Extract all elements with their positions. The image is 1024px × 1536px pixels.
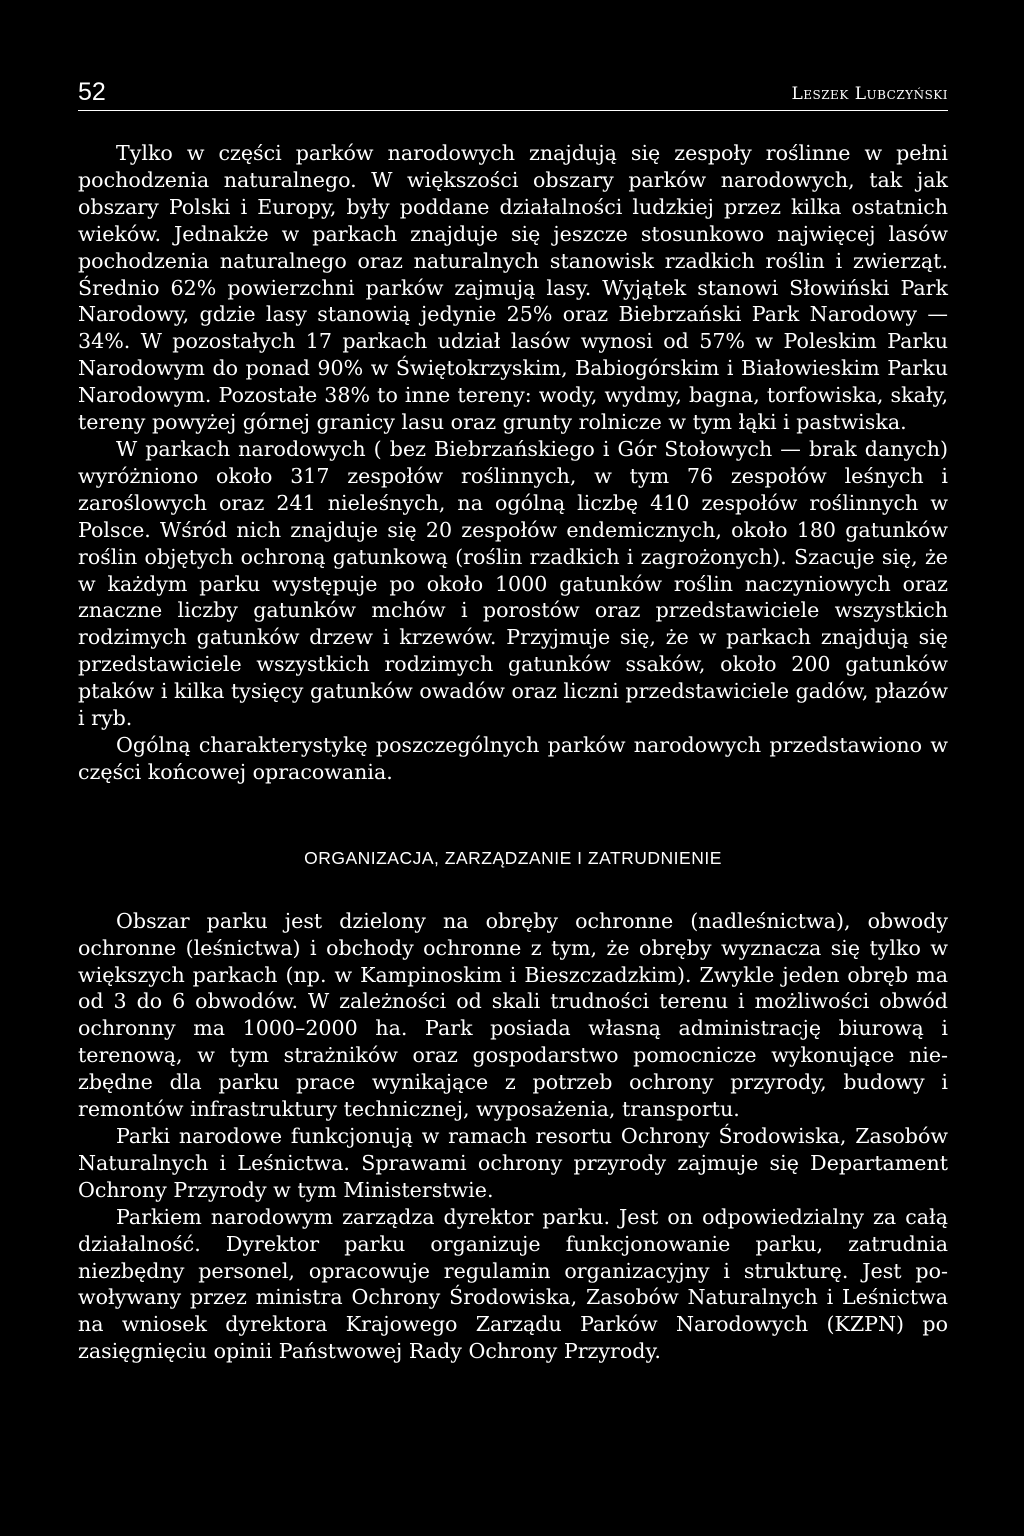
section-heading: ORGANIZACJA, ZARZĄDZANIE I ZATRUDNIENIE [304,847,722,868]
running-head-author: Leszek Lubczyński [791,84,948,104]
paragraph: Tylko w części parków narodowych znajdują się zespoły roślinne w pełni pochodzenia naturalnego. W większości obszary parków narodowych, tak jak obszary Polski i Europy, były poddane działalności ludzkiej przez kilka ostatnich wieków. Jednakże w parkach znajduje się jeszcze stosunkowo najwięcej lasów pochodzenia naturalnego oraz naturalnych stanowisk rzadkich roślin i zwierząt. Średnio 62% powierzchni parków zajmują lasy. Wyjątek stanowi Słowiński Park Narodowy, gdzie lasy stanowią jedynie 25% oraz Biebrzański Park Narodowy — 34%. W pozostałych 17 parkach udział lasów wynosi od 57% w Poleskim Parku Narodowym do ponad 90% w Świętokrzyskim, Babiogórskim i Białowieskim Parku Narodowym. Pozostałe 38% to inne tereny: wody, wydmy, bagna, torfowiska, skały, tereny powyżej górnej granicy lasu oraz grunty rolnicze w tym łąki i pastwiska. [78,141,948,435]
paragraph: Parki narodowe funkcjonują w ramach resortu Ochrony Środowiska, Zasobów Naturalnych i Leśnictwa. Sprawami ochrony przyrody zajmuje się Departament Ochrony Przyrody w tym Ministerstwie. [78,1124,948,1202]
page-header [78,74,948,111]
page-number: 52 [78,78,106,106]
page-body [78,140,948,1365]
paragraph: W parkach narodowych ( bez Biebrzańskiego i Gór Stołowych — brak danych) wyróżniono około 317 zespołów roślinnych, w tym 76 zespołów leśnych i zaroślowych oraz 241 nieleśnych, na ogólną liczbę 410 zespołów roślinnych w Polsce. Wśród nich znajduje się 20 zespołów endemicznych, około 180 gatunków roślin objętych ochroną gatunkową (roślin rzadkich i zagrożonych). Szacuje się, że w każdym parku występuje po około 1000 gatunków roślin naczyniowych oraz znaczne liczby gatunków mchów i porostów oraz przedstawiciele wszystkich rodzimych gatunków drzew i krzewów. Przyjmuje się, że w parkach znajdują się przedstawiciele wszystkich rodzimych gatunków ssaków, około 200 gatunków ptaków i kilka tysięcy gatunków owadów oraz liczni przedstawiciele gadów, płazów i ryb. [78,436,948,731]
paragraph: Obszar parku jest dzielony na obręby ochronne (nadleśnictwa), obwody ochronne (leśnictwa) i obchody ochronne z tym, że obręby wyznacza się tylko w większych parkach (np. w Kampinoskim i Bieszczadzkim). Zwykle jeden obręb ma od 3 do 6 obwodów. W zależności od skali trudności terenu i możliwości obwód ochronny ma 1000–2000 ha. Park posiada własną administrację biurową i terenową, w tym strażników oraz gospodarstwo pomocnicze wykonujące niezbędne dla parku prace wynikające z potrzeb ochrony przyrody, budowy i remontów infrastruktury technicznej, wyposażenia, transportu. [78,908,948,1122]
paragraph: Ogólną charakterystykę poszczególnych parków narodowych przedstawiono w części końcowej opracowania. [78,732,948,784]
paragraph: Parkiem narodowym zarządza dyrektor parku. Jest on odpowiedzialny za całą działalność. Dyrektor parku organizuje funkcjonowanie parku, zatrudnia niezbędny personel, opracowuje regulamin organizacyjny i strukturę. Jest powoływany przez ministra Ochrony Środowiska, Zasobów Naturalnych i Leśnictwa na wniosek dyrektora Krajowego Zarządu Parków Narodowych (KZPN) po zasięgnięciu opinii Państwowej Rady Ochrony Przyrody. [78,1204,948,1364]
